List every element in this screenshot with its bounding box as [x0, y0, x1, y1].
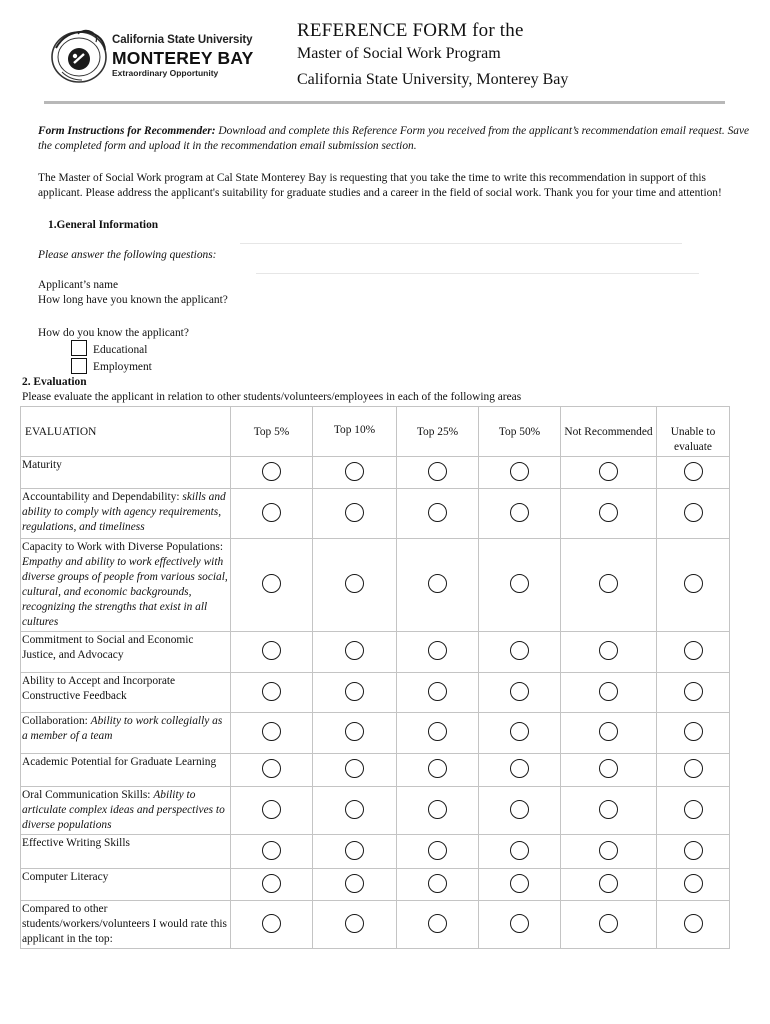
- rating-radio-unable-to-evaluate[interactable]: [684, 800, 703, 819]
- employment-option-label: Employment: [93, 361, 152, 373]
- rating-cell: [561, 901, 657, 949]
- rating-cell: [479, 835, 561, 869]
- rating-radio-not-recommended[interactable]: [599, 503, 618, 522]
- rating-cell: [397, 869, 479, 901]
- rating-cell: [657, 754, 730, 787]
- rating-cell: [313, 713, 397, 754]
- rating-cell: [561, 754, 657, 787]
- applicant-name-label: Applicant’s name: [38, 279, 119, 291]
- evaluation-row: [21, 754, 730, 787]
- rating-radio-not-recommended[interactable]: [599, 841, 618, 860]
- rating-radio-top-50[interactable]: [510, 682, 529, 701]
- rating-radio-top-5[interactable]: [262, 722, 281, 741]
- rating-cell: [561, 835, 657, 869]
- rating-radio-top-50[interactable]: [510, 503, 529, 522]
- rating-cell: [313, 754, 397, 787]
- rating-radio-top-5[interactable]: [262, 841, 281, 860]
- criterion-description: Empathy and ability to work effectively with diverse groups of people from various social, cultural, and economic backgrounds, recognizing the strengths that exist in all cultures: [22, 556, 228, 628]
- rating-cell: [657, 901, 730, 949]
- rating-cell: [397, 457, 479, 489]
- evaluation-row: [21, 713, 730, 754]
- evaluation-row: [21, 901, 730, 949]
- rating-cell: [479, 457, 561, 489]
- rating-cell: [561, 632, 657, 673]
- rating-radio-not-recommended[interactable]: [599, 722, 618, 741]
- criterion-cell: [21, 632, 231, 673]
- criterion-cell: [21, 835, 231, 869]
- rating-radio-top-25[interactable]: [428, 759, 447, 778]
- section-evaluation-heading: 2. Evaluation: [22, 376, 87, 388]
- criterion-description: Ability to work collegially as a member of a team: [22, 715, 223, 742]
- rating-radio-not-recommended[interactable]: [599, 759, 618, 778]
- university-name: California State University, Monterey Bay: [297, 71, 569, 88]
- rating-cell: [313, 457, 397, 489]
- rating-cell: [479, 869, 561, 901]
- rating-radio-top-5[interactable]: [262, 641, 281, 660]
- evaluation-row: [21, 457, 730, 489]
- rating-cell: [561, 673, 657, 713]
- criterion-label: Maturity: [22, 459, 62, 471]
- page-title: REFERENCE FORM for the: [297, 20, 524, 41]
- rating-cell: [561, 787, 657, 835]
- rating-radio-top-25[interactable]: [428, 641, 447, 660]
- form-instructions: [38, 124, 760, 155]
- rating-radio-top-25[interactable]: [428, 574, 447, 593]
- criterion-cell: [21, 869, 231, 901]
- evaluation-row: [21, 489, 730, 539]
- rating-cell: [479, 901, 561, 949]
- rating-radio-unable-to-evaluate[interactable]: [684, 574, 703, 593]
- rating-radio-not-recommended[interactable]: [599, 800, 618, 819]
- rating-cell: [479, 489, 561, 539]
- evaluation-instructions: Please evaluate the applicant in relation to other students/volunteers/employees in each of the following areas: [22, 391, 522, 403]
- column-header-evaluation: EVALUATION: [21, 407, 231, 457]
- rating-cell: [231, 673, 313, 713]
- column-header-top-10: Top 10%: [313, 407, 397, 457]
- criterion-description: Ability to articulate complex ideas and perspectives to diverse populations: [22, 789, 225, 831]
- rating-radio-unable-to-evaluate[interactable]: [684, 462, 703, 481]
- rating-radio-unable-to-evaluate[interactable]: [684, 503, 703, 522]
- criterion-label: Compared to other students/workers/volunteers I would rate this applicant in the top:: [22, 903, 227, 945]
- rating-radio-top-10[interactable]: [345, 914, 364, 933]
- rating-radio-top-5[interactable]: [262, 682, 281, 701]
- rating-radio-top-10[interactable]: [345, 722, 364, 741]
- rating-cell: [231, 869, 313, 901]
- rating-radio-top-10[interactable]: [345, 503, 364, 522]
- criterion-label: Collaboration:: [22, 715, 91, 727]
- educational-option-label: Educational: [93, 344, 148, 356]
- rating-radio-unable-to-evaluate[interactable]: [684, 722, 703, 741]
- rating-cell: [397, 754, 479, 787]
- rating-cell: [231, 457, 313, 489]
- rating-radio-top-25[interactable]: [428, 682, 447, 701]
- criterion-label: Computer Literacy: [22, 871, 109, 883]
- evaluation-row: [21, 787, 730, 835]
- rating-radio-top-10[interactable]: [345, 841, 364, 860]
- university-logo: [48, 26, 254, 88]
- educational-checkbox[interactable]: [71, 340, 87, 356]
- rating-cell: [657, 539, 730, 632]
- rating-cell: [231, 754, 313, 787]
- rating-cell: [313, 835, 397, 869]
- rating-cell: [313, 632, 397, 673]
- evaluation-row: [21, 835, 730, 869]
- rating-cell: [231, 489, 313, 539]
- rating-cell: [397, 901, 479, 949]
- rating-cell: [479, 754, 561, 787]
- rating-cell: [397, 787, 479, 835]
- logo-tagline: Extraordinary Opportunity: [112, 68, 219, 78]
- rating-radio-top-50[interactable]: [510, 641, 529, 660]
- rating-radio-not-recommended[interactable]: [599, 682, 618, 701]
- rating-cell: [231, 787, 313, 835]
- rating-radio-unable-to-evaluate[interactable]: [684, 874, 703, 893]
- rating-cell: [657, 835, 730, 869]
- section-general-information-heading: 1.General Information: [48, 219, 159, 231]
- rating-radio-top-50[interactable]: [510, 874, 529, 893]
- criterion-cell: [21, 489, 231, 539]
- rating-radio-top-5[interactable]: [262, 874, 281, 893]
- rating-radio-top-5[interactable]: [262, 574, 281, 593]
- criterion-label: Capacity to Work with Diverse Populations:: [22, 541, 224, 553]
- rating-cell: [313, 489, 397, 539]
- rating-radio-top-5[interactable]: [262, 914, 281, 933]
- rating-cell: [397, 489, 479, 539]
- criterion-cell: [21, 673, 231, 713]
- program-name: Master of Social Work Program: [297, 45, 501, 62]
- criterion-label: Ability to Accept and Incorporate Constructive Feedback: [22, 675, 176, 702]
- rating-cell: [397, 835, 479, 869]
- criterion-label: Effective Writing Skills: [22, 837, 130, 849]
- rating-radio-unable-to-evaluate[interactable]: [684, 841, 703, 860]
- rating-cell: [657, 489, 730, 539]
- rating-cell: [313, 673, 397, 713]
- rating-radio-top-25[interactable]: [428, 503, 447, 522]
- answer-line[interactable]: [240, 243, 682, 244]
- rating-radio-top-10[interactable]: [345, 462, 364, 481]
- rating-cell: [397, 539, 479, 632]
- rating-radio-not-recommended[interactable]: [599, 462, 618, 481]
- rating-cell: [479, 673, 561, 713]
- rating-cell: [313, 869, 397, 901]
- criterion-cell: [21, 539, 231, 632]
- rating-radio-unable-to-evaluate[interactable]: [684, 914, 703, 933]
- criterion-cell: [21, 754, 231, 787]
- rating-cell: [479, 632, 561, 673]
- evaluation-row: [21, 673, 730, 713]
- rating-radio-top-10[interactable]: [345, 874, 364, 893]
- rating-radio-top-5[interactable]: [262, 759, 281, 778]
- rating-radio-top-5[interactable]: [262, 800, 281, 819]
- rating-radio-top-5[interactable]: [262, 462, 281, 481]
- rating-radio-top-50[interactable]: [510, 800, 529, 819]
- employment-checkbox[interactable]: [71, 358, 87, 374]
- rating-cell: [657, 632, 730, 673]
- rating-radio-top-50[interactable]: [510, 759, 529, 778]
- rating-cell: [657, 869, 730, 901]
- evaluation-table-body: [21, 457, 730, 949]
- criterion-label: Academic Potential for Graduate Learning: [22, 756, 217, 768]
- intro-paragraph: The Master of Social Work program at Cal State Monterey Bay is requesting that you take the time to write this recommendation in support of this applicant. Please address the applicant's suitability for graduate studies and a career in the field of social work. Thank you for your time and attention!: [38, 172, 722, 200]
- rating-cell: [231, 539, 313, 632]
- rating-cell: [479, 787, 561, 835]
- rating-cell: [561, 489, 657, 539]
- rating-radio-top-5[interactable]: [262, 503, 281, 522]
- rating-radio-not-recommended[interactable]: [599, 641, 618, 660]
- rating-cell: [231, 713, 313, 754]
- rating-radio-top-10[interactable]: [345, 800, 364, 819]
- rating-radio-top-25[interactable]: [428, 841, 447, 860]
- criterion-label: Accountability and Dependability:: [22, 491, 183, 503]
- criterion-description: skills and ability to comply with agency requirements, regulations, and timeliness: [22, 491, 226, 533]
- criterion-label: Commitment to Social and Economic Justice, and Advocacy: [22, 634, 194, 661]
- rating-radio-top-50[interactable]: [510, 914, 529, 933]
- rating-radio-top-25[interactable]: [428, 800, 447, 819]
- rating-cell: [657, 673, 730, 713]
- rating-radio-top-50[interactable]: [510, 841, 529, 860]
- rating-radio-unable-to-evaluate[interactable]: [684, 641, 703, 660]
- questions-prompt: Please answer the following questions:: [38, 249, 217, 261]
- rating-radio-top-25[interactable]: [428, 462, 447, 481]
- rating-cell: [657, 713, 730, 754]
- column-header-top-50: Top 50%: [479, 407, 561, 457]
- relationship-label: How do you know the applicant?: [38, 327, 189, 339]
- rating-radio-top-50[interactable]: [510, 462, 529, 481]
- header-divider: [44, 101, 725, 104]
- known-duration-label: How long have you known the applicant?: [38, 294, 228, 306]
- column-header-not-recommended: Not Recommended: [561, 407, 657, 457]
- rating-cell: [657, 457, 730, 489]
- rating-cell: [561, 713, 657, 754]
- rating-cell: [313, 901, 397, 949]
- rating-cell: [561, 869, 657, 901]
- column-header-top-5: Top 5%: [231, 407, 313, 457]
- applicant-name-field[interactable]: [256, 273, 699, 274]
- rating-cell: [397, 713, 479, 754]
- evaluation-row: [21, 869, 730, 901]
- rating-cell: [397, 632, 479, 673]
- criterion-cell: [21, 713, 231, 754]
- rating-cell: [479, 539, 561, 632]
- rating-radio-top-50[interactable]: [510, 574, 529, 593]
- rating-cell: [397, 673, 479, 713]
- evaluation-row: [21, 632, 730, 673]
- rating-radio-top-10[interactable]: [345, 641, 364, 660]
- column-header-top-25: Top 25%: [397, 407, 479, 457]
- rating-cell: [479, 713, 561, 754]
- rating-cell: [313, 787, 397, 835]
- rating-radio-unable-to-evaluate[interactable]: [684, 759, 703, 778]
- instructions-label: Form Instructions for Recommender:: [38, 125, 216, 137]
- rating-cell: [231, 835, 313, 869]
- rating-cell: [313, 539, 397, 632]
- rating-cell: [231, 632, 313, 673]
- rating-radio-top-25[interactable]: [428, 914, 447, 933]
- criterion-cell: [21, 787, 231, 835]
- rating-cell: [231, 901, 313, 949]
- column-header-unable-to-evaluate: Unable to evaluate: [657, 407, 730, 457]
- rating-radio-top-10[interactable]: [345, 574, 364, 593]
- rating-cell: [561, 539, 657, 632]
- logo-campus-line: MONTEREY BAY: [112, 48, 254, 68]
- evaluation-row: [21, 539, 730, 632]
- instructions-text: Download and complete this Reference Form you received from the applicant’s recommendation email request. Save the completed form and upload it in the recommendation email submission section.: [38, 125, 750, 153]
- evaluation-table: [20, 406, 730, 949]
- rating-radio-top-50[interactable]: [510, 722, 529, 741]
- rating-radio-not-recommended[interactable]: [599, 574, 618, 593]
- criterion-cell: [21, 901, 231, 949]
- rating-radio-unable-to-evaluate[interactable]: [684, 682, 703, 701]
- criterion-label: Oral Communication Skills:: [22, 789, 154, 801]
- rating-radio-top-25[interactable]: [428, 722, 447, 741]
- rating-radio-top-25[interactable]: [428, 874, 447, 893]
- rating-radio-not-recommended[interactable]: [599, 914, 618, 933]
- otter-seal-icon: [48, 26, 110, 88]
- logo-university-line: California State University: [112, 34, 253, 46]
- rating-radio-top-10[interactable]: [345, 759, 364, 778]
- rating-radio-top-10[interactable]: [345, 682, 364, 701]
- rating-cell: [657, 787, 730, 835]
- criterion-cell: [21, 457, 231, 489]
- rating-cell: [561, 457, 657, 489]
- rating-radio-not-recommended[interactable]: [599, 874, 618, 893]
